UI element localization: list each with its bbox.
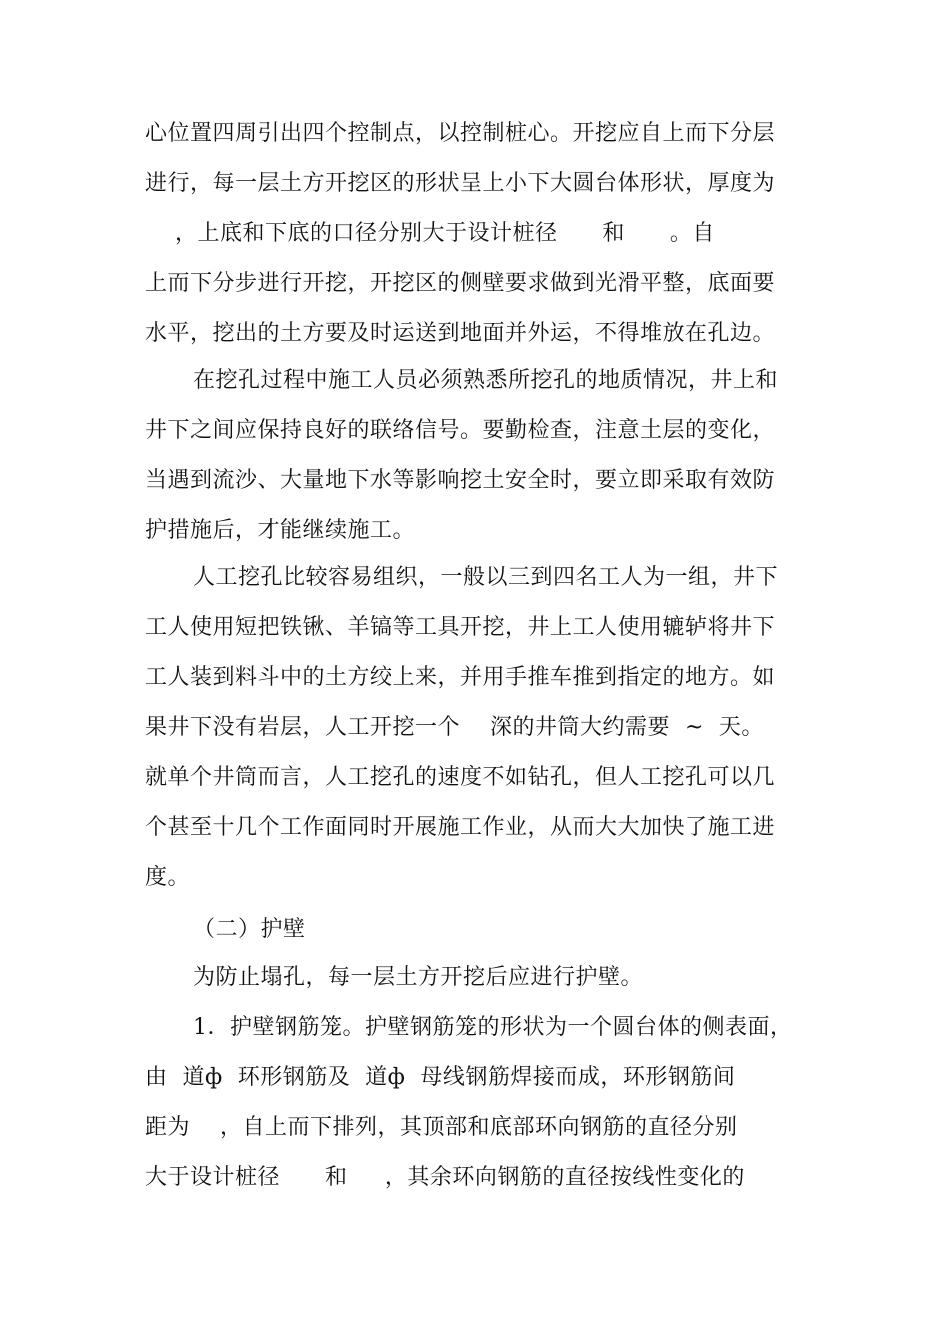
text-line: 工人装到料斗中的土方绞上来，并用手推车推到指定的地方。如 [145,665,776,690]
text-line: 大于设计桩径 和 ，其余环向钢筋的直径按线性变化的 [145,1165,745,1190]
text-line: 上而下分步进行开挖，开挖区的侧壁要求做到光滑平整，底面要 [145,271,776,296]
text-line: 进行，每一层土方开挖区的形状呈上小下大圆台体形状，厚度为 [145,171,776,196]
text-line: 个甚至十几个工作面同时开展施工作业，从而大大加快了施工进 [145,815,776,840]
text-line: 就单个井筒而言，人工挖孔的速度不如钻孔，但人工挖孔可以几 [145,765,776,790]
text-line: 度。 [145,865,191,890]
paragraph-first-line: 为防止塌孔，每一层土方开挖后应进行护壁。 [193,965,644,990]
text-line: 果井下没有岩层，人工开挖一个 深的井筒大约需要 ~ 天。 [145,715,764,740]
paragraph-first-line: 1．护壁钢筋笼。护壁钢筋笼的形状为一个圆台体的侧表面， [193,1015,793,1040]
text-line: ，上底和下底的口径分别大于设计桩径 和 。自 [145,221,715,246]
section-heading: （二）护壁 [193,917,306,942]
text-line: 当遇到流沙、大量地下水等影响挖土安全时，要立即采取有效防 [145,468,776,493]
text-line: 由 道ф 环形钢筋及 道ф 母线钢筋焊接而成，环形钢筋间 [145,1065,736,1090]
paragraph-first-line: 人工挖孔比较容易组织，一般以三到四名工人为一组，井下 [193,565,779,590]
text-line: 水平，挖出的土方要及时运送到地面并外运，不得堆放在孔边。 [145,321,776,346]
text-line: 工人使用短把铁锹、羊镐等工具开挖，井上工人使用辘轳将井下 [145,615,776,640]
text-line: 距为 ，自上而下排列，其顶部和底部环向钢筋的直径分别 [145,1115,738,1140]
paragraph-first-line: 在挖孔过程中施工人员必须熟悉所挖孔的地质情况，井上和 [193,368,779,393]
text-line: 心位置四周引出四个控制点，以控制桩心。开挖应自上而下分层 [145,121,776,146]
text-line: 护措施后，才能继续施工。 [145,518,416,543]
text-line: 井下之间应保持良好的联络信号。要勤检查，注意土层的变化， [145,418,776,443]
